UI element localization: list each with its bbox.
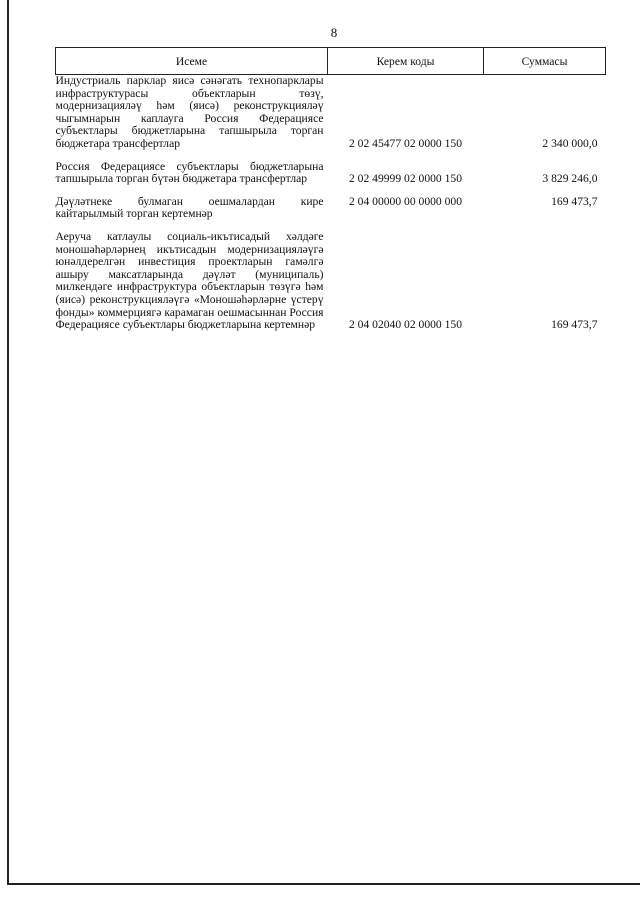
table-row xyxy=(56,75,606,151)
row-amount: 169 473,7 xyxy=(551,194,598,208)
header-amount: Суммасы xyxy=(484,48,606,75)
page-left-border xyxy=(7,0,9,885)
page-bottom-border xyxy=(7,883,640,885)
header-code: Керем коды xyxy=(328,48,484,75)
row-name: Дәүләтнеке булмаган оешмалардан кире кайтарылмый торган кертемнәр xyxy=(55,194,324,221)
table-row xyxy=(56,186,606,221)
row-code: 2 04 02040 02 0000 150 xyxy=(348,318,463,332)
row-amount: 2 340 000,0 xyxy=(542,136,598,150)
row-amount: 3 829 246,0 xyxy=(542,172,598,186)
row-code: 2 02 49999 02 0000 150 xyxy=(348,172,463,186)
row-name: Россия Федерациясе субъектлары бюджетларына тапшырыла торган бүтән бюджетара трансфертлар xyxy=(55,159,324,186)
row-name: Аеруча катлаулы социаль-икътисадый хәлдәге моношәһәрләрнең икътисадын модернизацияләүгә юнәлдерелгән инвестиция проектларын гамәлгә ашыру максатларында дәүләт (муниципаль) милкендәге инфраструктура объектларын төзүгә һәм (яисә) реконструкцияләүгә «Моношәһәрләрне үстерү фонды» коммерциягә карамаган оешмасыннан Россия Федерациясе субъектлары бюджетларына кертемнәр xyxy=(55,229,324,332)
row-code: 2 02 45477 02 0000 150 xyxy=(348,136,463,150)
table-row xyxy=(56,151,606,186)
row-code: 2 04 00000 00 0000 000 xyxy=(348,194,463,208)
row-name: Индустриаль парклар яисә сәнәгать технопарклары инфраструктурасы объектларын төзү, модернизацияләү һәм (яисә) реконструкцияләү чыгымнарын каплауга Россия Федерациясе субъектлары бюджетларына тапшырыла торган бюджетара трансфертлар xyxy=(55,74,324,150)
row-amount: 169 473,7 xyxy=(551,318,598,332)
header-name: Исеме xyxy=(56,48,328,75)
table-row xyxy=(56,221,606,332)
table-header-row xyxy=(56,48,606,75)
budget-table xyxy=(55,47,606,332)
page-number: 8 xyxy=(330,25,338,40)
